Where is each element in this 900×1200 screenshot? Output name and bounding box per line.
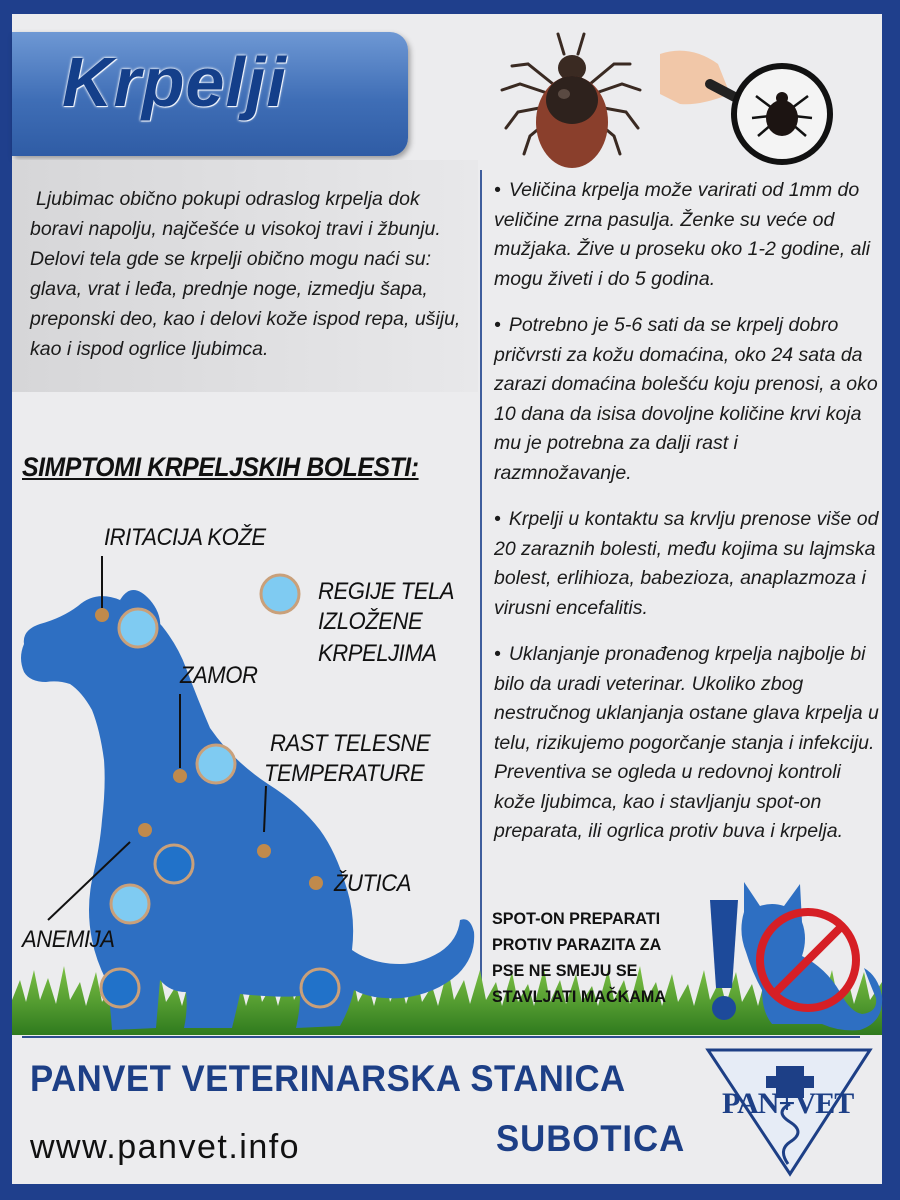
symptom-dot-anemia: [138, 823, 152, 837]
label-irritation: IRITACIJA KOŽE: [104, 524, 266, 551]
symptom-dot-irritation: [95, 608, 109, 622]
symptom-dot-jaundice: [309, 876, 323, 890]
region-marker-head: [119, 609, 157, 647]
label-fatigue: ZAMOR: [180, 662, 258, 689]
fact-item: • Potrebno je 5-6 sati da se krpelj dobro pričvrsti za kožu domaćina, oko 24 sata da zarazi domaćina bolešću koju prenosi, a oko 10 dana da isisa dovoljne količine krvi koja mu je potrebna za dalji rast i razmnožavanje.: [494, 314, 878, 484]
region-marker-front-leg: [111, 885, 149, 923]
logo-text: PAN+VET: [722, 1087, 854, 1120]
region-marker-legend: [261, 575, 299, 613]
label-temperature-2: TEMPERATURE: [264, 760, 425, 787]
footer-city: SUBOTICA: [496, 1118, 686, 1159]
label-temperature-1: RAST TELESNE: [270, 730, 431, 757]
page-title: Krpelji: [62, 43, 287, 121]
region-marker-paw: [101, 969, 139, 1007]
fact-item: • Krpelji u kontaktu sa krvlju prenose više od 20 zaraznih bolesti, među kojima su lajmska bolest, erlihioza, babezioza, anaplazmoza i virusni encefalitis.: [494, 508, 879, 619]
region-marker-shoulder: [197, 745, 235, 783]
footer-url[interactable]: www.panvet.info: [30, 1128, 301, 1166]
symptoms-title: SIMPTOMI KRPELJSKIH BOLESTI:: [22, 452, 419, 482]
intro-text: Ljubimac obično pokupi odraslog krpelja dok boravi napolju, najčešće u visokoj travi i žbunju. Delovi tela gde se krpelji obično mogu naći su: glava, vrat i leđa, prednje noge, izmedju šapa, preponski deo, kao i delovi kože ispod repa, ušiju, kao i ispod ogrlice ljubimca.: [30, 188, 461, 360]
label-anemia: ANEMIJA: [22, 926, 115, 953]
region-marker-chest: [155, 845, 193, 883]
spot-on-warning: SPOT-ON PREPARATI PROTIV PARAZITA ZA PSE NE SMEJU SE STAVLJATI MAČKAMA: [492, 909, 667, 1006]
footer-divider: [22, 1036, 860, 1038]
fact-item: • Uklanjanje pronađenog krpelja najbolje bi bilo da uradi veterinar. Ukoliko zbog nestručnog uklanjanja ostane glava krpelja u telu, rizikujemo pogorčanje stanja i infekciju. Preventiva se ogleda u redovnoj kontroli kože ljubimca, kao i stavljanju spot-on preparata, ili ogrlica protiv buva i krpelja.: [494, 643, 879, 842]
label-regions-2: IZLOŽENE: [318, 608, 423, 635]
label-regions-3: KRPELJIMA: [318, 640, 437, 667]
no-sign-icon: [752, 904, 864, 1016]
symptom-dot-fatigue: [173, 769, 187, 783]
region-marker-hind: [301, 969, 339, 1007]
fact-item: • Veličina krpelja može varirati od 1mm do veličine zrna pasulja. Ženke su veće od mužjaka. Žive u proseku oko 1-2 godine, ali mogu živeti i do 5 godina.: [494, 179, 871, 290]
label-regions-1: REGIJE TELA: [318, 578, 455, 605]
label-jaundice: ŽUTICA: [334, 870, 411, 897]
symptom-dot-temperature: [257, 844, 271, 858]
footer-title: PANVET VETERINARSKA STANICA: [30, 1058, 626, 1099]
